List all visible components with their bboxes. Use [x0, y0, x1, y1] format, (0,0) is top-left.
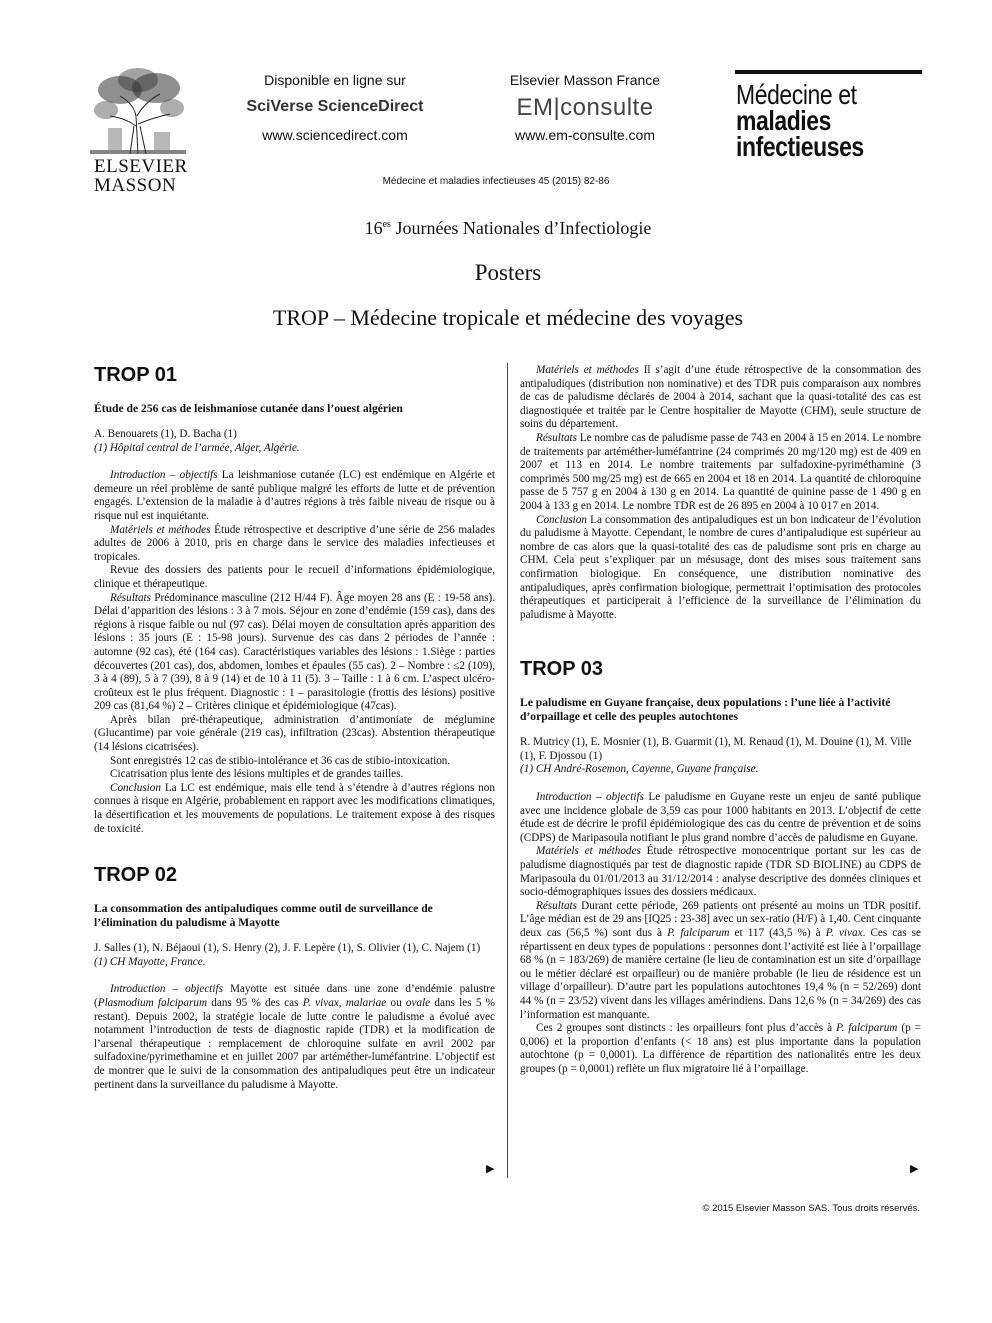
trop03-groupes-a: Ces 2 groupes sont distincts : les orpailleurs font plus d’accès à	[536, 1022, 837, 1035]
trop01-conclusion	[94, 782, 495, 836]
sciencedirect-logo: SciVerse ScienceDirect	[246, 98, 424, 115]
trop02-intro-d: ou	[386, 997, 406, 1009]
conference-name: Journées Nationales d’Infectiologie	[390, 218, 652, 238]
trop03-results-c: . Ces cas se répartissent en deux types de populations : personnes dont l’activité est liée à l’orpaillage 68 % (n = 183/269) de manière certaine (le lieu de contamination est un site d’orpaillage ou le métier déclaré est orpailleur) ou de manière probable (le lieu de résidence est un village d’orpailleur). D’autre part les populations autochtones 19,4 % (n = 52/269) dont 44 % (n = 23/52) vivent dans les villages amérindiens. Dans 12,6 % (n = 34/269) des cas l’information est manquante.	[520, 927, 921, 1021]
trop01-methods-text: Étude rétrospective et descriptive d’une série de 256 malades adultes de 2006 à 2010, pris en charge dans le service des maladies infectieuses et tropicales.	[94, 523, 495, 563]
elsevier-tree-logo	[90, 66, 186, 156]
journal-citation: Médecine et maladies infectieuses 45 (2015) 82-86	[382, 176, 610, 187]
trop01-methods	[94, 524, 495, 565]
trop03-results	[520, 900, 921, 1022]
trop01-affiliation: (1) Hôpital central de l’armée, Alger, Algérie.	[94, 441, 300, 454]
trop02-intro-pv: P. vivax	[302, 997, 339, 1009]
journal-title-line1: Médecine et	[736, 79, 857, 110]
trop01-conclusion-text: La LC est endémique, mais elle tend à s’étendre à d’autres régions non connues à risque en Algérie, probablement en rapport avec les modifications climatiques, la désertification et les mouvements de populations. Le traitement expose à des risques de toxicité.	[94, 781, 495, 835]
trop03-groupes-b: (p = 0,006) et la proportion d’enfants (< 18 ans) est plus importante dans la population autochtone (p = 0,0001). La différence de répartition des nationalités entre les deux groupes (p = 0,0001) reflète un flux migratoire lié à l’orpaillage.	[520, 1022, 921, 1075]
trop03-results-pv: P. vivax	[825, 927, 863, 939]
trop01-code: TROP 01	[94, 364, 177, 386]
trop03-intro-lead: Introduction – objectifs	[536, 791, 644, 804]
trop01-results-text: Prédominance masculine (212 H/44 F). Âge moyen 28 ans (E : 19-58 ans). Délai d’apparition des lésions : 3 à 7 mois. Séjour en zone d’endémie (159 cas), dans des régions à risque faible ou nul (97 cas). Délai moyen de consultation après apparition des lésions : 35 jours (E : 15-98 jours). Survenue des cas dans 2 périodes de l’année : automne (92 cas), été (164 cas). Caractéristiques variables des lésions : 1.Siège : parties découvertes (201 cas), dos, abdomen, lombes et épaules (55 cas). 2 – Nombre : ≤2 (109), 3 à 4 (89), 5 à 7 (39), 8 à 9 (14) et de 10 à 11 (5). 3 – Taille : 1 à 6 cm. L’aspect ulcéro-croûteux est le plus fréquent. Diagnostic : 1 – parasitologie (frottis des lésions) positive 209 cas (81,64 %) 2 – Critères clinique et épidémiologique (47cas).	[94, 591, 495, 713]
trop02-intro-pf: Plasmodium falciparum	[97, 997, 208, 1009]
trop02-code: TROP 02	[94, 864, 177, 887]
trop02-conclusion-text: La consommation des antipaludiques est un bon indicateur de l’évolution du paludisme à Mayotte. Cependant, le nombre de cures d’antipaludique est supérieur au nombre de cas alors que la quasi-totalité des cas de paludisme sont pris en charge au CHM. Cela peut s’expliquer par un mésusage, dont des mises sous traitement sans confirmation biologique. En conséquence, une distribution nominative des antipaludiques, après confirmation biologique, permettrait l’optimisation des protocoles thérapeutiques et participerait à l’efficience de la surveillance de l’élimination du paludisme à Mayotte.	[520, 513, 921, 621]
trop01-intro	[94, 469, 495, 523]
trop02-results-text: Le nombre cas de paludisme passe de 743 en 2004 à 15 en 2014. Le nombre de traitements par artéméther-luméfantrine (24 comprimés 20 mg/120 mg) est de 409 en 2007 et 113 en 2014. Le nombre traitements par sulfadoxine-pyriméthamine (3 comprimés 500 mg/25 mg) est de 665 en 2004 et 18 en 2014. La quantité de chloroquine passe de 5 757 g en 2004 à 130 g en 2014. La quantité de quinine passe de 1 490 g en 2004 à 133 g en 2014. Le nombre TDR est de 26 895 en 2004 à 10 017 en 2014.	[520, 431, 921, 512]
trop03-results-a: Durant cette période, 269 patients ont présenté au moins un TDR positif. L’âge médian est de 29 ans [IQ25 : 23-38] avec un sex-ratio (H/F) à 1,40. Cent cinquante deux cas (56,5 %) sont dus à	[520, 899, 921, 939]
trop02-authors: J. Salles (1), N. Béjaoui (1), S. Henry (2), J. F. Lepère (1), S. Olivier (1), C. Najem (1)	[94, 942, 481, 955]
right-column	[520, 364, 921, 1077]
trop02-intro-po: ovale	[405, 997, 431, 1009]
trop02-conclusion-lead: Conclusion	[536, 513, 587, 526]
trop02-intro-pm: malariae	[345, 997, 387, 1009]
conference-title	[0, 218, 992, 239]
trop02-intro-b: dans 95 % des cas	[207, 997, 303, 1009]
right-continue-arrow-icon: ▶	[910, 1163, 919, 1175]
trop01-intro-text: La leishmaniose cutanée (LC) est endémique en Algérie et demeure un réel problème de santé publique malgré les efforts de lutte et de prévention engagés. L’extension de la maladie à d’autres régions à très faible niveau de risque ou à risque nul est inquiétante.	[94, 469, 496, 522]
trop03-methods-text: Étude rétrospective monocentrique portant sur les cas de paludisme diagnostiqués par test de diagnostic rapide (TDR SD BIOLINE) au CDPS de Maripasoula du 01/01/2013 au 31/12/2014 : analyse descriptive des données cliniques et socio-démographiques issues des dossiers médicaux.	[520, 845, 921, 899]
trop03-results-lead: Résultats	[536, 899, 578, 912]
copyright-notice: © 2015 Elsevier Masson SAS. Tous droits réservés.	[702, 1203, 920, 1214]
trop01-results	[94, 592, 495, 714]
em-publisher-text: Elsevier Masson France	[509, 72, 661, 88]
journal-rule	[735, 70, 922, 74]
journal-title-line2: maladies infectieuses	[736, 105, 864, 162]
trop01-title: Étude de 256 cas de leishmaniose cutanée dans l’ouest algérien	[94, 402, 403, 415]
posters-title: Posters	[474, 260, 542, 285]
trop03-intro	[520, 791, 921, 845]
trop01-authors: A. Benouarets (1), D. Bacha (1)	[94, 428, 237, 440]
trop01-bilan: Après bilan pré-thérapeutique, administration d’antimoniate de méglumine (Glucantime) par voie générale (219 cas), infiltration (23cas). Abstention thérapeutique (14 lésions cicatrisées).	[94, 713, 495, 754]
trop02-intro-lead: Introduction – objectifs	[110, 983, 223, 996]
trop03-intro-text: Le paludisme en Guyane reste un enjeu de santé publique avec une incidence globale de 3,59 cas pour 1000 habitants en 2013. L’objectif de cette étude est de décrire le profil épidémiologique des cas du centre de prévention et de soins (CDPS) de Maripasoula notifiant le plus grand nombre d’accès de paludisme en Guyane.	[520, 791, 921, 844]
trop02-methods-lead: Matériels et méthodes	[536, 364, 639, 376]
trop02-results	[520, 432, 921, 514]
trop02-affiliation: (1) CH Mayotte, France.	[94, 955, 206, 968]
trop03-results-b: et 117 (43,5 %) à	[729, 927, 826, 939]
trop03-authors: R. Mutricy (1), E. Mosnier (1), B. Guarmit (1), M. Renaud (1), M. Douine (1), M. Ville (1), F. Djossou (1)	[520, 736, 912, 762]
trop02-title: La consommation des antipaludiques comme outil de surveillance de l’élimination du paludisme à Mayotte	[94, 902, 433, 930]
trop01-conclusion-lead: Conclusion	[110, 781, 161, 794]
trop01-stibio: Sont enregistrés 12 cas de stibio-intolérance et 36 cas de stibio-intoxication.	[110, 754, 451, 767]
conference-number: 16	[364, 218, 383, 238]
trop01-results-lead: Résultats	[110, 591, 152, 604]
publisher-name: ELSEVIER	[94, 156, 188, 177]
section-title: TROP – Médecine tropicale et médecine des voyages	[272, 305, 744, 330]
trop01-intro-lead: Introduction – objectifs	[110, 469, 218, 482]
trop03-code: TROP 03	[520, 658, 603, 681]
available-online-text: Disponible en ligne sur	[264, 72, 406, 88]
left-continue-arrow-icon: ▶	[486, 1163, 495, 1175]
trop02-intro-c: ,	[338, 997, 346, 1009]
sciencedirect-link[interactable]: www.sciencedirect.com	[262, 127, 408, 143]
trop02-intro-e: dans les 5 % restant). Depuis 2002, la stratégie locale de lutte contre le paludisme a évolué avec notamment l’introduction de tests de diagnostic rapide (TDR) et la modification de l’arsenal thérapeutique : remplacement de chloroquine sulfate en avril 2002 par sulfadoxine/pyrimethamine et en juillet 2007 par artéméther-luméfantrine. L’objectif est de montrer que le suivi de la consommation des antipaludiques peut être un indicateur pertinent dans la surveillance du paludisme à Mayotte.	[94, 997, 495, 1091]
trop02-results-lead: Résultats	[536, 431, 578, 444]
trop03-groupes-pf: P. falciparum	[836, 1022, 898, 1035]
trop02-methods-text: Il s’agit d’une étude rétrospective de la consommation des antipaludiques (distribution non nominative) et des TDR puis comparaison aux nombres de cas de paludisme déclarés de 2004 à 2014, sachant que la quasi-totalité des cas est diagnostiquée et traitée par le Centre hospitalier de Mayotte (CHM), seule structure de soins du département.	[520, 364, 921, 431]
trop01-revue: Revue des dossiers des patients pour le recueil d’informations épidémiologique, clinique et thérapeutique.	[94, 564, 495, 590]
trop02-intro	[94, 983, 495, 1092]
trop02-methods	[520, 364, 921, 432]
conference-suffix: es	[382, 219, 391, 230]
left-column	[94, 364, 495, 1092]
trop01-methods-lead: Matériels et méthodes	[110, 523, 211, 536]
em-consulte-link[interactable]: www.em-consulte.com	[514, 127, 656, 143]
trop02-conclusion	[520, 514, 921, 623]
trop01-cicatrisation: Cicatrisation plus lente des lésions multiples et de grandes tailles.	[110, 768, 404, 781]
trop03-results-pf: P. falciparum	[667, 927, 730, 939]
publisher-name-line2: MASSON	[94, 175, 177, 196]
em-consulte-logo: EM|consulte	[516, 94, 654, 121]
trop02-intro-a: Mayotte est située dans une zone d’endémie palustre (	[94, 983, 495, 1009]
trop03-title: Le paludisme en Guyane française, deux populations : l’une liée à l’activité d’orpaillage et celle des peuples autochtones	[520, 696, 891, 724]
trop03-methods	[520, 845, 921, 899]
trop03-methods-lead: Matériels et méthodes	[536, 845, 641, 858]
journal-title	[736, 79, 900, 162]
column-divider	[507, 363, 508, 1178]
trop03-affiliation: (1) CH André-Rosemon, Cayenne, Guyane française.	[520, 763, 759, 776]
trop03-groupes	[520, 1022, 921, 1076]
